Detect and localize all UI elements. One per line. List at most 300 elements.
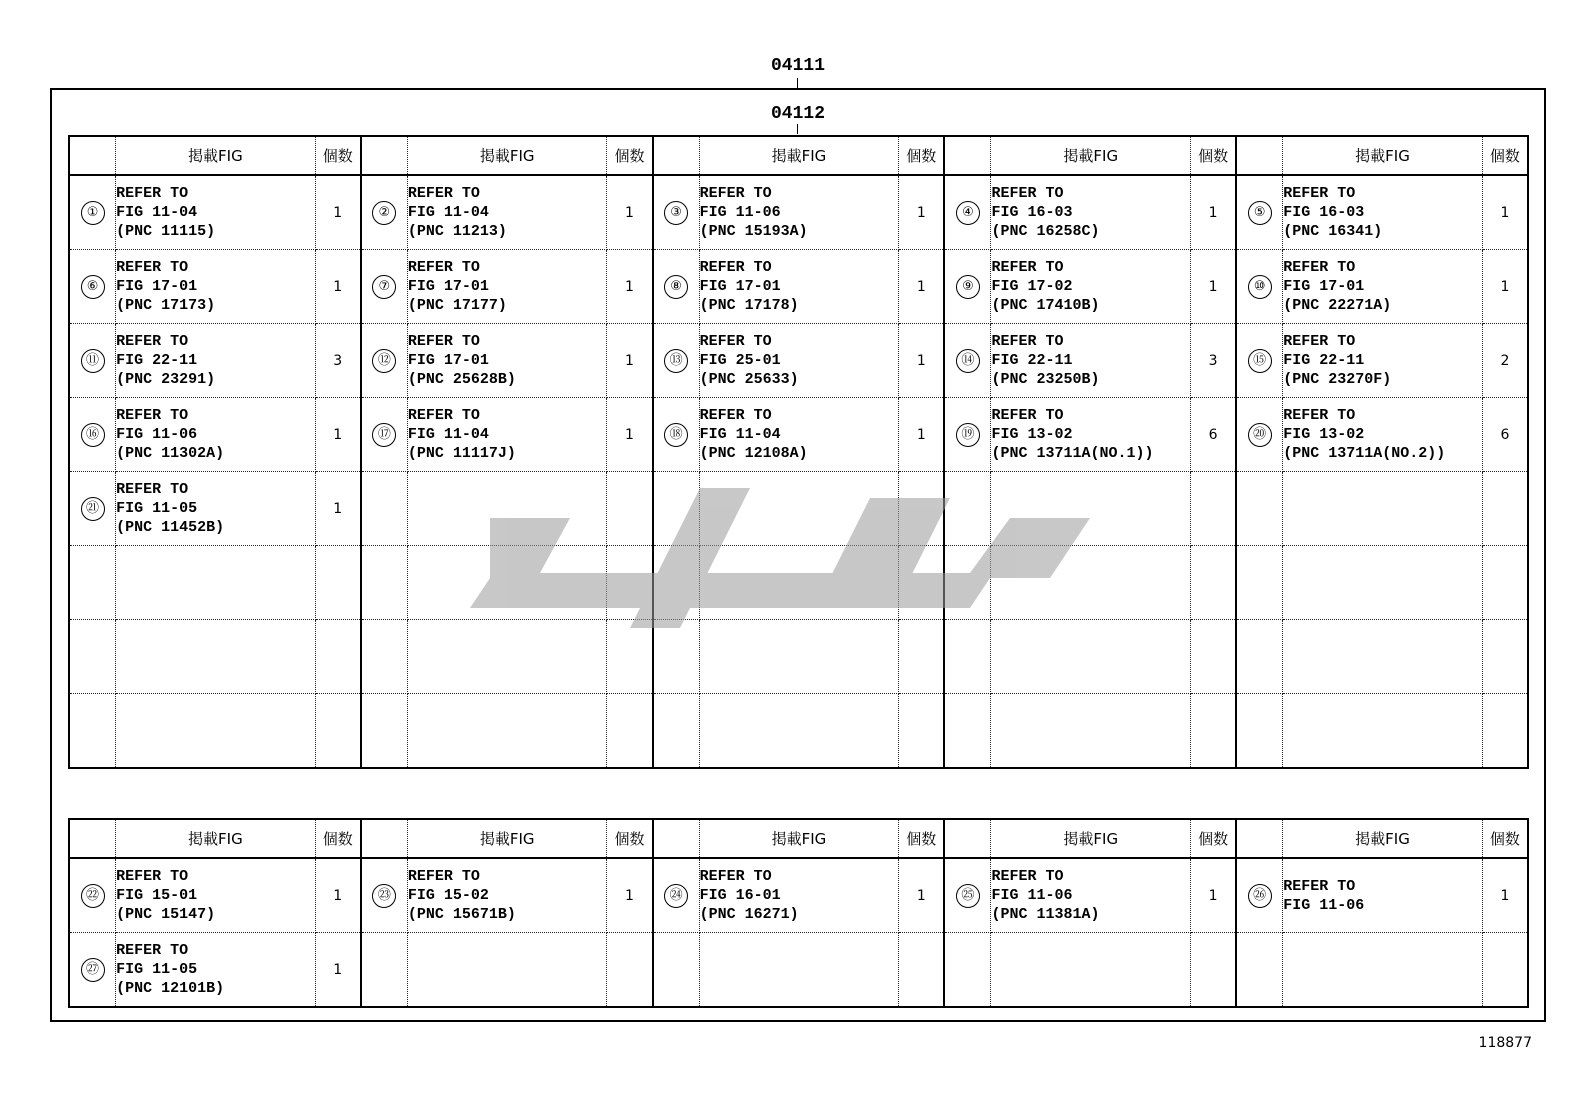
item-number-cell <box>653 694 700 769</box>
assembly-code-inner: 04112 <box>770 104 825 124</box>
item-number-cell <box>69 175 116 250</box>
reference-line: REFER TO <box>116 185 189 202</box>
reference-line: FIG 17-01 <box>407 278 489 295</box>
reference-line: (PNC 17177) <box>407 297 507 314</box>
figure-reference <box>1283 324 1483 398</box>
quantity: 1 <box>1191 858 1237 933</box>
item-number-cell <box>1236 324 1283 398</box>
figure-reference <box>407 175 607 250</box>
inner-leader-line <box>797 124 798 134</box>
item-number: ⑭ <box>956 349 980 373</box>
figure-reference <box>699 933 899 1008</box>
item-number: ⑥ <box>81 275 105 299</box>
header-fig: 掲載FIG <box>699 819 899 858</box>
reference-line: (PNC 15147) <box>116 906 216 923</box>
figure-reference <box>991 933 1191 1008</box>
figure-reference <box>407 933 607 1008</box>
item-number-cell <box>69 933 116 1008</box>
reference-line: (PNC 13711A(NO.2)) <box>1283 445 1446 462</box>
item-number: ⑬ <box>664 349 688 373</box>
quantity <box>315 694 361 769</box>
figure-reference <box>407 398 607 472</box>
item-number-cell <box>653 398 700 472</box>
reference-line: FIG 11-05 <box>116 500 198 517</box>
figure-reference <box>991 694 1191 769</box>
quantity <box>1191 620 1237 694</box>
reference-line: REFER TO <box>1283 259 1356 276</box>
item-number-cell <box>944 398 991 472</box>
reference-line: REFER TO <box>699 185 772 202</box>
item-number-cell <box>653 250 700 324</box>
figure-reference <box>116 175 316 250</box>
item-number: ⑲ <box>956 423 980 447</box>
quantity: 1 <box>1482 858 1528 933</box>
item-number-cell <box>1236 620 1283 694</box>
quantity: 1 <box>607 250 653 324</box>
item-number: ㉔ <box>664 884 688 908</box>
figure-reference <box>991 398 1191 472</box>
reference-line: REFER TO <box>116 481 189 498</box>
reference-line: REFER TO <box>699 259 772 276</box>
header-qty: 個数 <box>315 819 361 858</box>
item-number-cell <box>1236 175 1283 250</box>
figure-reference <box>1283 933 1483 1008</box>
header-no <box>361 819 408 858</box>
reference-line: FIG 11-06 <box>991 887 1073 904</box>
reference-line: (PNC 15671B) <box>407 906 516 923</box>
figure-reference <box>1283 472 1483 546</box>
reference-line: (PNC 11381A) <box>991 906 1100 923</box>
figure-reference <box>407 858 607 933</box>
reference-line: FIG 11-04 <box>407 426 489 443</box>
quantity: 1 <box>315 933 361 1008</box>
item-number-cell <box>1236 546 1283 620</box>
item-number-cell <box>361 472 408 546</box>
quantity: 1 <box>315 250 361 324</box>
quantity <box>315 546 361 620</box>
figure-reference <box>699 250 899 324</box>
reference-line: FIG 11-06 <box>116 426 198 443</box>
reference-line: (PNC 11117J) <box>407 445 516 462</box>
reference-line: FIG 13-02 <box>991 426 1073 443</box>
quantity <box>1191 694 1237 769</box>
reference-line: FIG 17-01 <box>116 278 198 295</box>
reference-line: REFER TO <box>1283 407 1356 424</box>
quantity: 1 <box>899 324 945 398</box>
header-qty: 個数 <box>1482 136 1528 175</box>
reference-line: (PNC 23291) <box>116 371 216 388</box>
reference-line: FIG 25-01 <box>699 352 781 369</box>
figure-reference <box>116 933 316 1008</box>
reference-line: REFER TO <box>991 407 1064 424</box>
figure-reference <box>699 620 899 694</box>
figure-reference <box>116 324 316 398</box>
figure-reference <box>699 324 899 398</box>
item-number-cell <box>944 620 991 694</box>
header-qty: 個数 <box>899 819 945 858</box>
reference-line: REFER TO <box>1283 185 1356 202</box>
reference-line: (PNC 13711A(NO.1)) <box>991 445 1154 462</box>
reference-line: FIG 17-01 <box>407 352 489 369</box>
reference-line: (PNC 11302A) <box>116 445 225 462</box>
quantity <box>607 933 653 1008</box>
header-no <box>1236 819 1283 858</box>
table-row <box>69 472 1528 546</box>
outer-leader-line <box>797 78 798 88</box>
header-fig: 掲載FIG <box>991 819 1191 858</box>
quantity: 1 <box>899 175 945 250</box>
reference-line: REFER TO <box>116 333 189 350</box>
item-number: ④ <box>956 201 980 225</box>
reference-line: REFER TO <box>991 333 1064 350</box>
item-number: ⑦ <box>372 275 396 299</box>
figure-reference <box>1283 250 1483 324</box>
reference-line: FIG 11-04 <box>699 426 781 443</box>
item-number: ③ <box>664 201 688 225</box>
item-number-cell <box>69 472 116 546</box>
item-number-cell <box>944 175 991 250</box>
item-number-cell <box>944 933 991 1008</box>
item-number-cell <box>944 472 991 546</box>
reference-line: (PNC 16258C) <box>991 223 1100 240</box>
reference-line: FIG 11-05 <box>116 961 198 978</box>
item-number-cell <box>1236 398 1283 472</box>
figure-reference <box>699 694 899 769</box>
reference-line: FIG 15-01 <box>116 887 198 904</box>
quantity: 2 <box>1482 324 1528 398</box>
item-number-cell <box>69 858 116 933</box>
reference-line: FIG 16-01 <box>699 887 781 904</box>
figure-reference <box>699 175 899 250</box>
item-number-cell <box>1236 858 1283 933</box>
quantity <box>899 546 945 620</box>
figure-reference <box>116 546 316 620</box>
item-number: ① <box>81 201 105 225</box>
figure-reference <box>1283 175 1483 250</box>
table-row <box>69 694 1528 769</box>
reference-line: REFER TO <box>116 259 189 276</box>
figure-reference <box>1283 398 1483 472</box>
item-number-cell <box>361 546 408 620</box>
item-number: ㉓ <box>372 884 396 908</box>
table-row <box>69 620 1528 694</box>
figure-reference <box>699 858 899 933</box>
reference-line: (PNC 15193A) <box>699 223 808 240</box>
figure-reference <box>116 398 316 472</box>
item-number-cell <box>944 694 991 769</box>
header-no <box>653 819 700 858</box>
header-no <box>653 136 700 175</box>
item-number: ⑯ <box>81 423 105 447</box>
reference-line: FIG 17-02 <box>991 278 1073 295</box>
figure-reference <box>407 324 607 398</box>
quantity: 1 <box>607 398 653 472</box>
quantity: 6 <box>1482 398 1528 472</box>
quantity <box>1191 546 1237 620</box>
item-number: ⑤ <box>1248 201 1272 225</box>
quantity: 1 <box>315 398 361 472</box>
reference-line: FIG 11-04 <box>407 204 489 221</box>
figure-reference <box>991 546 1191 620</box>
figure-reference <box>407 472 607 546</box>
item-number-cell <box>361 933 408 1008</box>
reference-line: (PNC 11213) <box>407 223 507 240</box>
header-qty: 個数 <box>1482 819 1528 858</box>
header-fig: 掲載FIG <box>116 136 316 175</box>
reference-line: REFER TO <box>1283 877 1356 895</box>
item-number: ㉑ <box>81 497 105 521</box>
reference-line: REFER TO <box>699 333 772 350</box>
header-fig: 掲載FIG <box>1283 819 1483 858</box>
quantity: 1 <box>315 472 361 546</box>
table-row <box>69 546 1528 620</box>
item-number: ㉖ <box>1248 884 1272 908</box>
figure-reference <box>991 324 1191 398</box>
quantity <box>607 546 653 620</box>
reference-line: REFER TO <box>407 185 480 202</box>
item-number-cell <box>653 546 700 620</box>
item-number-cell <box>69 694 116 769</box>
figure-reference <box>407 546 607 620</box>
quantity <box>607 472 653 546</box>
reference-table-main <box>68 135 1529 769</box>
quantity <box>1191 933 1237 1008</box>
header-fig: 掲載FIG <box>699 136 899 175</box>
header-qty: 個数 <box>607 136 653 175</box>
quantity <box>899 694 945 769</box>
header-qty: 個数 <box>1191 819 1237 858</box>
item-number-cell <box>944 858 991 933</box>
figure-reference <box>991 472 1191 546</box>
quantity: 1 <box>1191 250 1237 324</box>
reference-line: FIG 15-02 <box>407 887 489 904</box>
header-no <box>69 819 116 858</box>
item-number-cell <box>653 620 700 694</box>
item-number: ⑰ <box>372 423 396 447</box>
figure-reference <box>407 250 607 324</box>
item-number-cell <box>69 324 116 398</box>
quantity: 1 <box>1482 175 1528 250</box>
quantity: 3 <box>1191 324 1237 398</box>
table-row <box>69 324 1528 398</box>
quantity <box>1482 546 1528 620</box>
header-fig: 掲載FIG <box>407 136 607 175</box>
table-row <box>69 175 1528 250</box>
figure-reference <box>991 620 1191 694</box>
reference-line: (PNC 23270F) <box>1283 371 1392 388</box>
reference-line: (PNC 11452B) <box>116 519 225 536</box>
item-number-cell <box>361 175 408 250</box>
reference-line: REFER TO <box>699 407 772 424</box>
reference-line: FIG 16-03 <box>991 204 1073 221</box>
header-fig: 掲載FIG <box>116 819 316 858</box>
table-row <box>69 250 1528 324</box>
item-number: ㉗ <box>81 958 105 982</box>
quantity: 1 <box>899 858 945 933</box>
item-number: ⑳ <box>1248 423 1272 447</box>
quantity: 1 <box>899 398 945 472</box>
header-no <box>361 136 408 175</box>
item-number: ㉕ <box>956 884 980 908</box>
quantity <box>1191 472 1237 546</box>
item-number-cell <box>653 858 700 933</box>
quantity: 1 <box>899 250 945 324</box>
reference-line: REFER TO <box>991 259 1064 276</box>
assembly-code-outer: 04111 <box>770 56 825 76</box>
quantity: 1 <box>315 175 361 250</box>
quantity <box>315 620 361 694</box>
item-number-cell <box>69 250 116 324</box>
figure-reference <box>1283 620 1483 694</box>
header-no <box>944 136 991 175</box>
reference-line: FIG 17-01 <box>699 278 781 295</box>
item-number-cell <box>361 398 408 472</box>
figure-reference <box>116 250 316 324</box>
reference-line: REFER TO <box>116 407 189 424</box>
figure-reference <box>1283 694 1483 769</box>
item-number-cell <box>361 694 408 769</box>
header-row <box>69 819 1528 858</box>
quantity <box>1482 620 1528 694</box>
reference-line: REFER TO <box>991 868 1064 885</box>
reference-line: REFER TO <box>991 185 1064 202</box>
reference-table-secondary <box>68 818 1529 1008</box>
item-number-cell <box>944 250 991 324</box>
quantity <box>899 472 945 546</box>
item-number-cell <box>653 324 700 398</box>
reference-line: (PNC 17178) <box>699 297 799 314</box>
quantity: 1 <box>607 858 653 933</box>
item-number: ⑪ <box>81 349 105 373</box>
item-number-cell <box>361 324 408 398</box>
reference-line: REFER TO <box>407 407 480 424</box>
reference-line: REFER TO <box>407 259 480 276</box>
table-row <box>69 858 1528 933</box>
reference-line: FIG 22-11 <box>991 352 1073 369</box>
figure-reference <box>991 858 1191 933</box>
quantity: 1 <box>315 858 361 933</box>
figure-reference <box>116 620 316 694</box>
reference-line: (PNC 11115) <box>116 223 216 240</box>
reference-line: (PNC 16341) <box>1283 223 1383 240</box>
item-number-cell <box>1236 472 1283 546</box>
reference-line: FIG 11-06 <box>1283 896 1365 914</box>
header-fig: 掲載FIG <box>407 819 607 858</box>
quantity <box>899 933 945 1008</box>
table-row <box>69 933 1528 1008</box>
item-number-cell <box>69 398 116 472</box>
header-qty: 個数 <box>899 136 945 175</box>
reference-line: (PNC 17173) <box>116 297 216 314</box>
header-qty: 個数 <box>1191 136 1237 175</box>
figure-reference <box>991 250 1191 324</box>
quantity <box>1482 933 1528 1008</box>
reference-line: REFER TO <box>699 868 772 885</box>
reference-line: (PNC 25628B) <box>407 371 516 388</box>
reference-line: REFER TO <box>407 333 480 350</box>
item-number-cell <box>653 472 700 546</box>
reference-line: REFER TO <box>116 942 189 959</box>
item-number-cell <box>361 858 408 933</box>
quantity: 6 <box>1191 398 1237 472</box>
quantity <box>607 694 653 769</box>
item-number: ⑱ <box>664 423 688 447</box>
quantity: 1 <box>607 324 653 398</box>
reference-line: FIG 16-03 <box>1283 204 1365 221</box>
figure-reference <box>116 694 316 769</box>
figure-reference <box>1283 546 1483 620</box>
item-number: ⑧ <box>664 275 688 299</box>
quantity: 1 <box>1482 250 1528 324</box>
item-number-cell <box>653 933 700 1008</box>
item-number-cell <box>653 175 700 250</box>
quantity <box>1482 472 1528 546</box>
reference-line: (PNC 16271) <box>699 906 799 923</box>
header-no <box>1236 136 1283 175</box>
item-number: ⑫ <box>372 349 396 373</box>
figure-reference <box>1283 858 1483 933</box>
reference-line: (PNC 22271A) <box>1283 297 1392 314</box>
item-number-cell <box>1236 250 1283 324</box>
item-number: ⑨ <box>956 275 980 299</box>
quantity: 1 <box>607 175 653 250</box>
figure-reference <box>407 694 607 769</box>
reference-line: (PNC 12108A) <box>699 445 808 462</box>
header-no <box>69 136 116 175</box>
item-number-cell <box>944 324 991 398</box>
item-number-cell <box>69 546 116 620</box>
figure-reference <box>699 398 899 472</box>
reference-line: FIG 22-11 <box>1283 352 1365 369</box>
header-fig: 掲載FIG <box>1283 136 1483 175</box>
header-qty: 個数 <box>607 819 653 858</box>
reference-line: REFER TO <box>1283 333 1356 350</box>
item-number: ⑮ <box>1248 349 1272 373</box>
figure-reference <box>116 472 316 546</box>
reference-line: (PNC 23250B) <box>991 371 1100 388</box>
reference-line: (PNC 17410B) <box>991 297 1100 314</box>
figure-reference <box>699 546 899 620</box>
reference-line: (PNC 25633) <box>699 371 799 388</box>
item-number: ⑩ <box>1248 275 1272 299</box>
quantity <box>899 620 945 694</box>
item-number-cell <box>361 250 408 324</box>
item-number: ㉒ <box>81 884 105 908</box>
item-number-cell <box>361 620 408 694</box>
reference-line: FIG 17-01 <box>1283 278 1365 295</box>
item-number-cell <box>69 620 116 694</box>
figure-reference <box>407 620 607 694</box>
item-number: ② <box>372 201 396 225</box>
item-number-cell <box>944 546 991 620</box>
quantity: 1 <box>1191 175 1237 250</box>
header-qty: 個数 <box>315 136 361 175</box>
header-row <box>69 136 1528 175</box>
table-row <box>69 398 1528 472</box>
reference-line: FIG 22-11 <box>116 352 198 369</box>
header-fig: 掲載FIG <box>991 136 1191 175</box>
quantity: 3 <box>315 324 361 398</box>
header-no <box>944 819 991 858</box>
reference-line: REFER TO <box>116 868 189 885</box>
reference-line: REFER TO <box>407 868 480 885</box>
figure-reference <box>116 858 316 933</box>
illustration-number: 118877 <box>1478 1035 1532 1051</box>
reference-line: FIG 13-02 <box>1283 426 1365 443</box>
reference-line: (PNC 12101B) <box>116 980 225 997</box>
quantity <box>1482 694 1528 769</box>
item-number-cell <box>1236 694 1283 769</box>
